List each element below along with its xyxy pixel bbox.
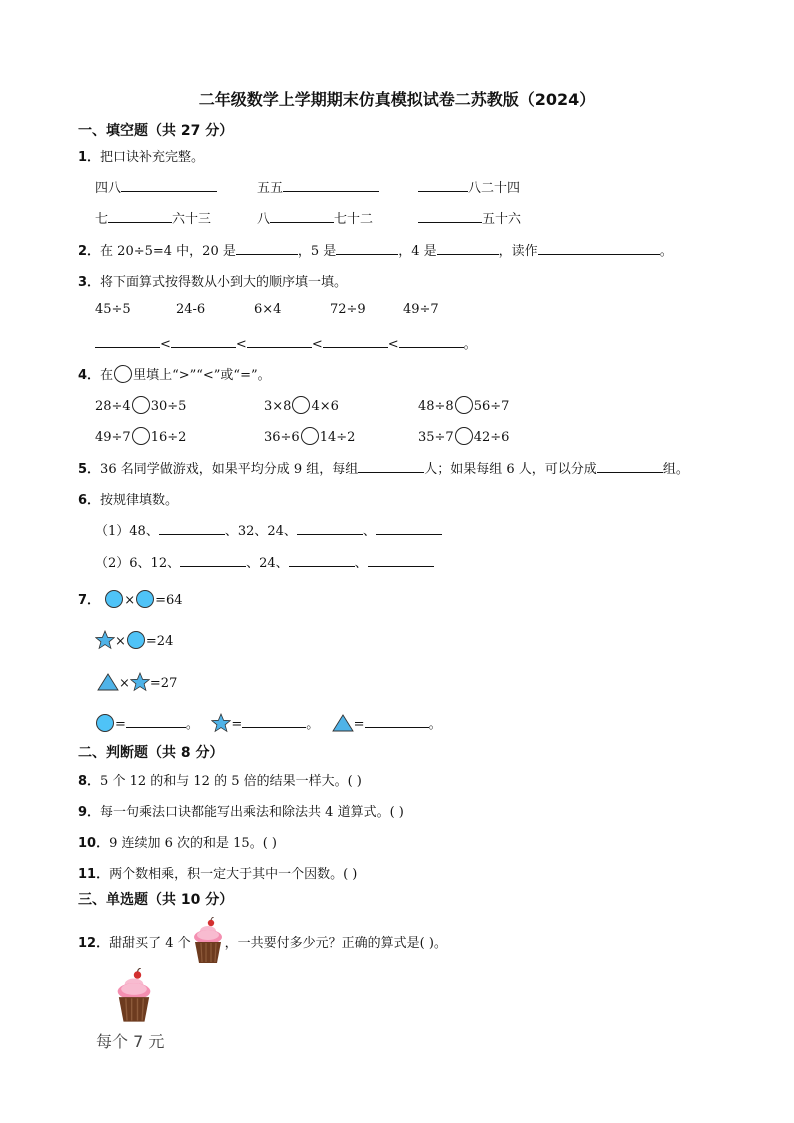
answer-blank[interactable]	[297, 521, 363, 535]
circle-icon	[135, 589, 155, 609]
q6-sequence-1: （1）48、 、32、24、 、	[95, 520, 442, 539]
answer-blank[interactable]	[437, 241, 499, 255]
question-3: 3．将下面算式按得数从小到大的顺序填一填。	[78, 275, 348, 290]
answer-blank[interactable]	[538, 241, 660, 255]
question-6: 6．按规律填数。	[78, 493, 179, 508]
star-icon	[130, 672, 150, 692]
question-5: 5．36 名同学做游戏，如果平均分成 9 组，每组 人；如果每组 6 人，可以分成 组。	[78, 458, 689, 477]
question-1	[78, 146, 204, 165]
cupcake-icon	[191, 917, 225, 969]
compare-circle[interactable]	[455, 396, 473, 414]
q1-item-1: 四八	[95, 177, 217, 196]
q7-equation-3: × =27	[97, 672, 177, 692]
answer-blank[interactable]	[159, 521, 225, 535]
q3-expr-4: 72÷9	[330, 302, 366, 317]
star-icon	[95, 630, 115, 650]
question-2: 2．在 20÷5=4 中，20 是 ，5 是 ，4 是 ，读作 。	[78, 240, 673, 259]
answer-blank[interactable]	[358, 459, 424, 473]
answer-blank[interactable]	[376, 521, 442, 535]
answer-blank[interactable]	[597, 459, 663, 473]
triangle-icon	[332, 713, 354, 733]
q4-compare-4: 49÷7 16÷2	[95, 427, 186, 445]
q3-expr-1: 45÷5	[95, 302, 131, 317]
q4-compare-5: 36÷6 14÷2	[264, 427, 355, 445]
section-heading-single-choice: 三、单选题（共 10 分）	[78, 892, 234, 908]
answer-blank[interactable]	[368, 553, 434, 567]
compare-circle[interactable]	[292, 396, 310, 414]
circle-icon	[114, 365, 132, 383]
question-8: 8．5 个 12 的和与 12 的 5 倍的结果一样大。( )	[78, 774, 362, 789]
question-7: 7． × =64	[78, 589, 183, 609]
q1-item-2: 五五	[257, 177, 379, 196]
price-label: 每个 7 元	[96, 1032, 165, 1051]
q3-ordering-row: < < < < 。	[95, 333, 477, 352]
question-12: 12．甜甜买了 4 个 ，一共要付多少元？正确的算式是( )。	[78, 917, 447, 969]
answer-blank[interactable]	[121, 178, 217, 192]
q1-item-4: 七 六十三	[95, 208, 211, 227]
compare-circle[interactable]	[301, 427, 319, 445]
answer-blank[interactable]	[289, 553, 355, 567]
answer-blank[interactable]	[247, 334, 312, 348]
q3-expr-2: 24-6	[176, 302, 206, 317]
question-10: 10．9 连续加 6 次的和是 15。( )	[78, 836, 277, 851]
q1-item-5: 八 七十二	[257, 208, 373, 227]
page-title: 二年级数学上学期期末仿真模拟试卷二苏教版（2024）	[198, 90, 596, 109]
answer-blank[interactable]	[323, 334, 388, 348]
section-heading-true-false: 二、判断题（共 8 分）	[78, 745, 224, 761]
answer-blank[interactable]	[95, 334, 160, 348]
question-11: 11．两个数相乘，积一定大于其中一个因数。( )	[78, 867, 358, 882]
question-text: 把口诀补充完整。	[100, 150, 205, 165]
star-icon	[211, 713, 231, 733]
cupcake-image	[114, 968, 154, 1028]
answer-blank[interactable]	[336, 241, 398, 255]
compare-circle[interactable]	[132, 396, 150, 414]
answer-blank[interactable]	[270, 209, 334, 223]
q4-compare-1: 28÷4 30÷5	[95, 396, 186, 414]
answer-blank[interactable]	[418, 209, 482, 223]
answer-blank[interactable]	[242, 714, 306, 728]
q3-expr-3: 6×4	[254, 302, 282, 317]
q1-item-3: 八二十四	[418, 177, 520, 196]
circle-icon	[104, 589, 124, 609]
circle-icon	[95, 713, 115, 733]
q1-item-6: 五十六	[418, 208, 521, 227]
q4-compare-2: 3×8 4×6	[264, 396, 339, 414]
answer-blank[interactable]	[283, 178, 379, 192]
q6-sequence-2: （2）6、12、 、24、 、	[95, 552, 434, 571]
q3-expr-5: 49÷7	[403, 302, 439, 317]
answer-blank[interactable]	[399, 334, 464, 348]
question-9: 9．每一句乘法口诀都能写出乘法和除法共 4 道算式。( )	[78, 805, 404, 820]
compare-circle[interactable]	[455, 427, 473, 445]
answer-blank[interactable]	[108, 209, 172, 223]
section-heading-fill-blank: 一、填空题（共 27 分）	[78, 123, 234, 139]
answer-blank[interactable]	[180, 553, 246, 567]
compare-circle[interactable]	[132, 427, 150, 445]
q4-compare-6: 35÷7 42÷6	[418, 427, 509, 445]
answer-blank[interactable]	[171, 334, 236, 348]
triangle-icon	[97, 672, 119, 692]
answer-blank[interactable]	[418, 178, 468, 192]
answer-blank[interactable]	[236, 241, 298, 255]
answer-blank[interactable]	[365, 714, 429, 728]
q4-compare-3: 48÷8 56÷7	[418, 396, 509, 414]
answer-blank[interactable]	[126, 714, 186, 728]
q7-answers: = 。 = 。 = 。	[95, 713, 442, 733]
question-4: 4．在 里填上“>”“<”或“=”。	[78, 364, 271, 383]
q7-equation-2: × =24	[95, 630, 173, 650]
question-number: 1．	[78, 150, 101, 165]
circle-icon	[126, 630, 146, 650]
